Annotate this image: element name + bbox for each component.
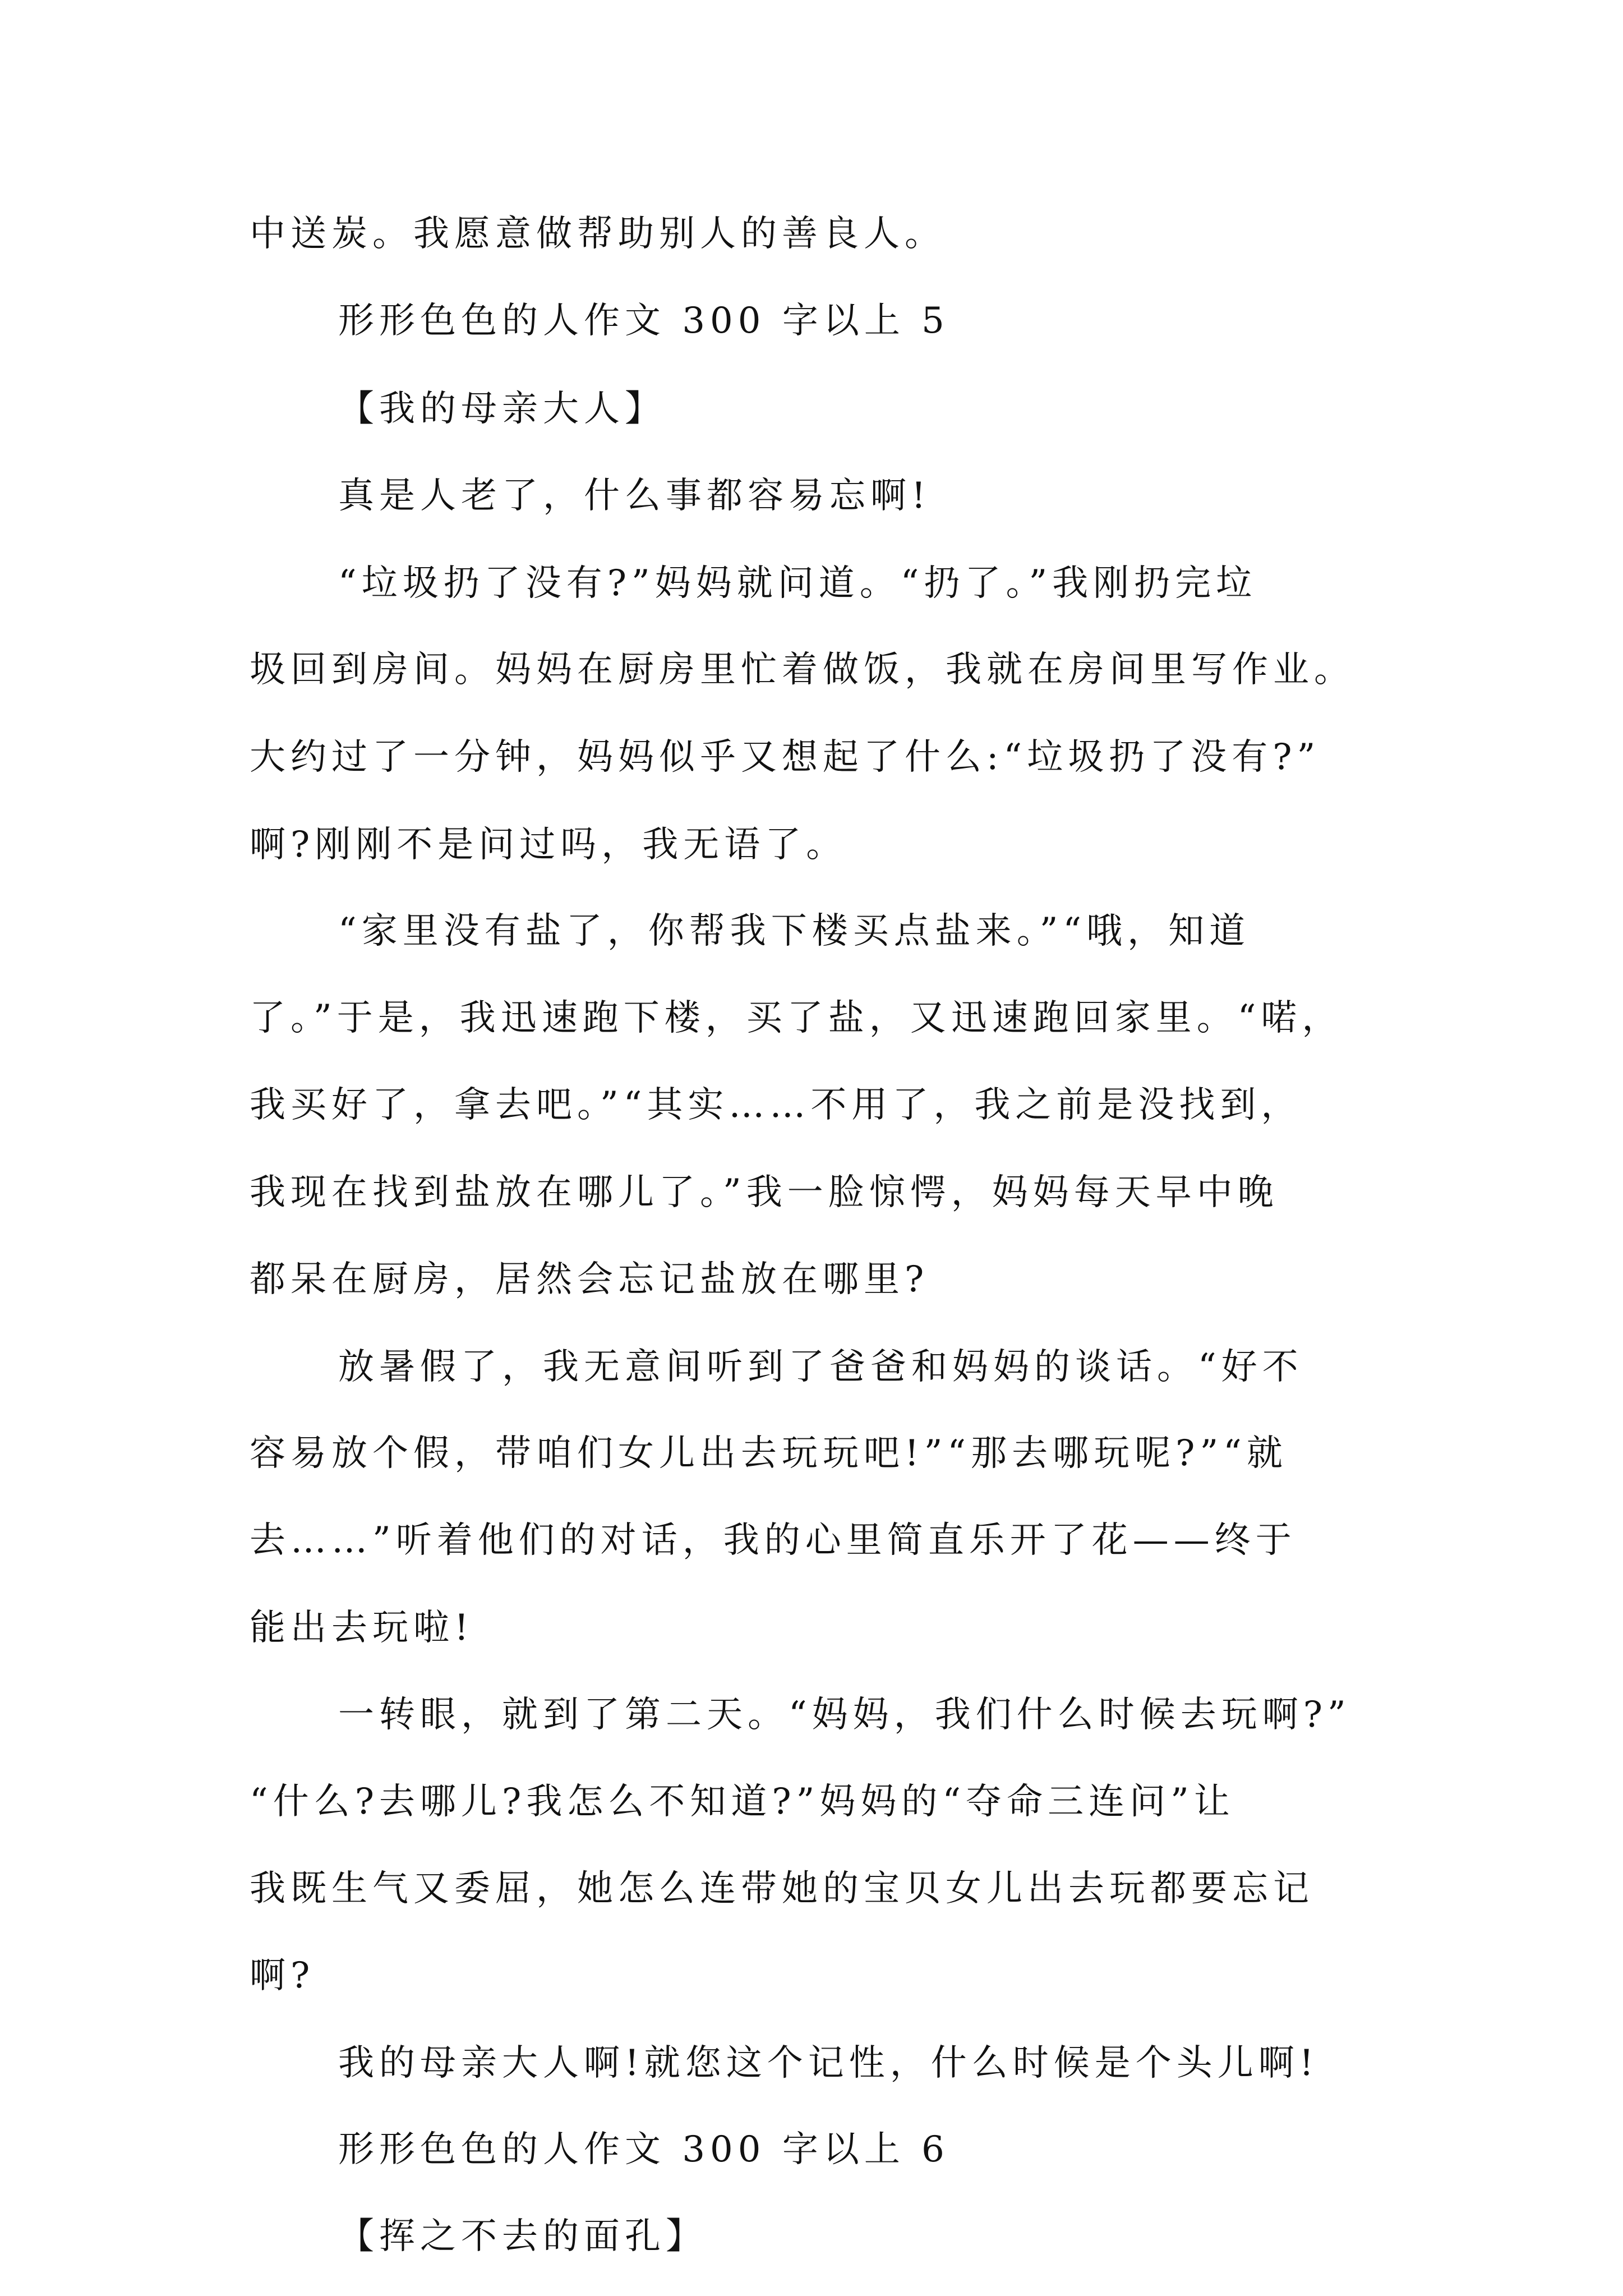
text-line: 去……”听着他们的对话，我的心里简直乐开了花——终于 (250, 1520, 1297, 1561)
text-line: “家里没有盐了，你帮我下楼买点盐来。”“哦，知道 (338, 910, 1251, 952)
text-line: 都呆在厨房，居然会忘记盐放在哪里? (250, 1259, 929, 1300)
text-line: 啊?刚刚不是问过吗，我无语了。 (250, 824, 847, 866)
text-line: 我既生气又委屈，她怎么连带她的宝贝女儿出去玩都要忘记 (250, 1868, 1314, 1910)
text-line: 容易放个假，带咱们女儿出去玩玩吧!”“那去哪玩呢?”“就 (250, 1433, 1288, 1474)
text-line: 我买好了，拿去吧。”“其实……不用了，我之前是没找到， (250, 1084, 1302, 1126)
text-line: 一转眼，就到了第二天。“妈妈，我们什么时候去玩啊?” (338, 1694, 1351, 1736)
text-line: 圾回到房间。妈妈在厨房里忙着做饭，我就在房间里写作业。 (250, 649, 1355, 691)
text-line: 我现在找到盐放在哪儿了。”我一脸惊愕，妈妈每天早中晚 (250, 1172, 1279, 1213)
section-heading: 形形色色的人作文 300 字以上 6 (338, 2129, 949, 2170)
text-line: 真是人老了，什么事都容易忘啊! (338, 475, 931, 517)
text-line: “什么?去哪儿?我怎么不知道?”妈妈的“夺命三连问”让 (250, 1781, 1235, 1823)
text-line: 能出去玩啦! (250, 1607, 474, 1649)
text-line: 中送炭。我愿意做帮助别人的善良人。 (250, 213, 946, 255)
text-line: 放暑假了，我无意间听到了爸爸和妈妈的谈话。“好不 (338, 1346, 1303, 1388)
article-title: 【挥之不去的面孔】 (338, 2216, 707, 2257)
text-line: 我的母亲大人啊!就您这个记性，什么时候是个头儿啊! (338, 2042, 1319, 2084)
text-line: “垃圾扔了没有?”妈妈就问道。“扔了。”我刚扔完垃 (338, 563, 1257, 604)
section-heading: 形形色色的人作文 300 字以上 5 (338, 300, 949, 342)
text-line: 了。”于是，我迅速跑下楼，买了盐，又迅速跑回家里。“喏， (250, 997, 1343, 1039)
text-line: 啊? (250, 1955, 315, 1996)
text-line: 大约过了一分钟，妈妈似乎又想起了什么:“垃圾扔了没有?” (250, 737, 1321, 778)
article-title: 【我的母亲大人】 (338, 388, 666, 430)
